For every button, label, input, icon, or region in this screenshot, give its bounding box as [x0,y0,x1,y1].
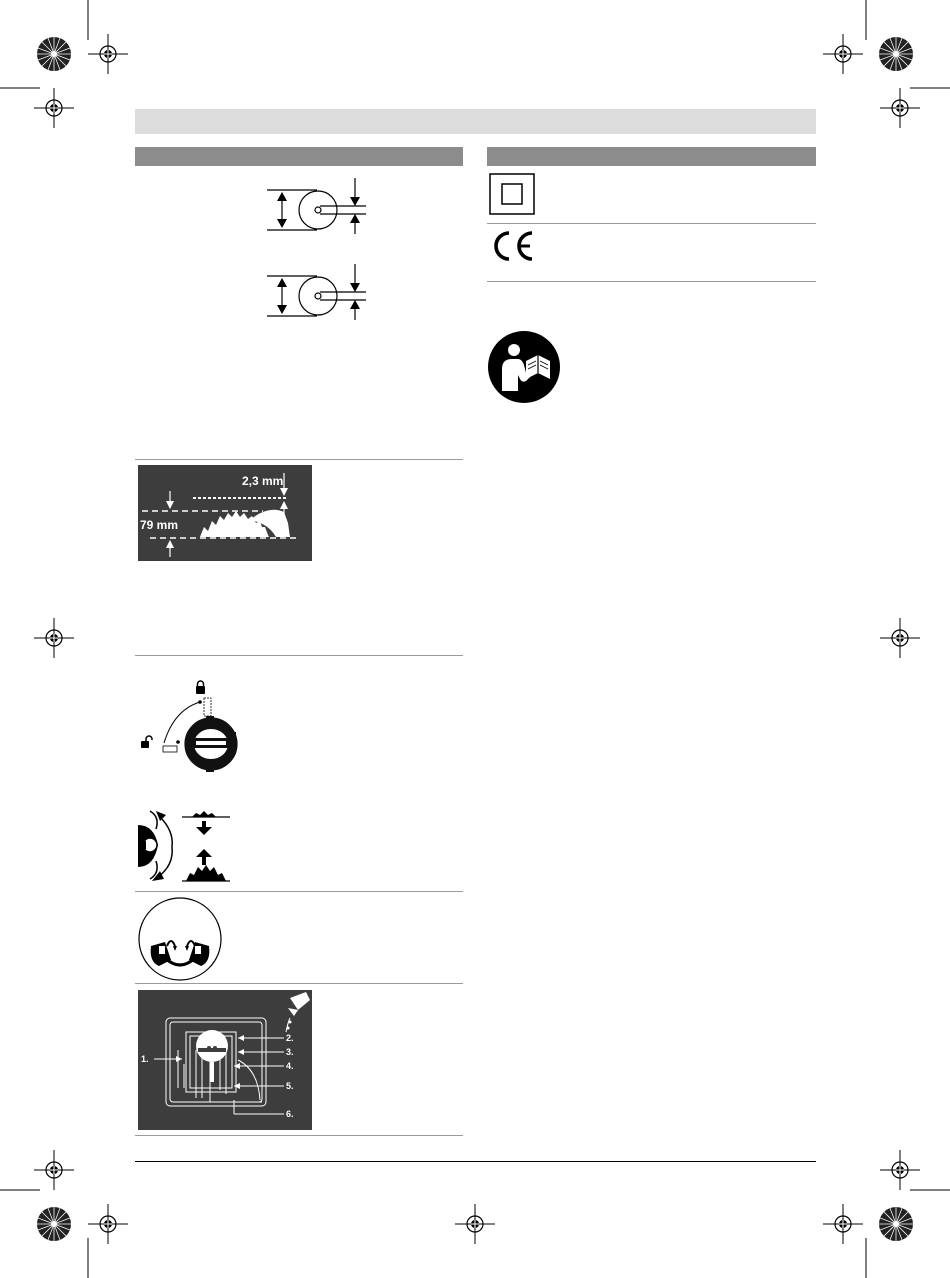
read-manual-icon [488,331,560,403]
ce-mark-icon [489,230,535,262]
left-divider-5 [135,1135,463,1136]
padlock-closed-icon [196,681,205,694]
left-divider-2 [135,655,463,656]
footer-rule [135,1161,816,1162]
padlock-open-icon [141,736,152,748]
callout-4: 4. [286,1061,294,1071]
callout-6: 6. [286,1109,294,1119]
callout-5: 5. [286,1081,294,1091]
lubrication-panel [138,990,312,1130]
right-divider-1 [487,223,816,224]
left-divider-1 [135,459,463,460]
page-header-band [135,109,816,134]
right-section-bar [487,147,816,166]
blade-bore-diagram-1 [262,176,372,236]
callout-1: 1. [141,1054,149,1064]
right-divider-2 [487,281,816,282]
dim-2-3mm-label: 2,3 mm [242,474,284,488]
left-divider-4 [135,983,463,984]
blade-bore-diagram-2 [262,262,372,322]
callout-3: 3. [286,1047,294,1057]
height-crank-diagram [138,805,234,887]
blade-dimension-panel [138,465,312,561]
double-insulation-icon [489,173,535,215]
callout-2: 2. [286,1033,294,1043]
lock-knob-diagram [138,680,238,780]
left-divider-3 [135,891,463,892]
left-section-bar [135,147,463,166]
clamp-diagram [137,896,223,982]
dim-79mm-label: 79 mm [140,518,179,532]
